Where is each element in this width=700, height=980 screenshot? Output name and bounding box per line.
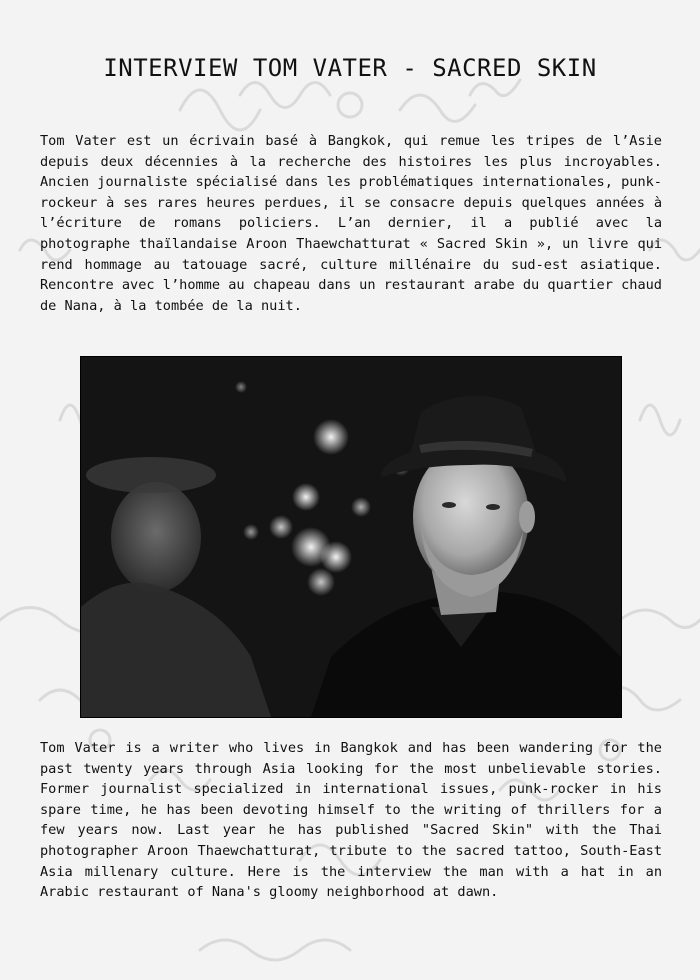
intro-paragraph-french: Tom Vater est un écrivain basé à Bangkok, qui remue les tripes de l’Asie depuis deux décennies à la recherche des histoires les plus incroyables. Ancien journaliste spécialisé dans les problématiques internationales, punk-rockeur à ses rares heures perdues, il se consacre depuis quelques années à l’écriture de romans policiers. L’an dernier, il a publié avec la photographe thaïlandaise Aroon Thaewchatturat « Sacred Skin », un livre qui rend hommage au tatouage sacré, culture millénaire du sud-est asiatique. Rencontre avec l’homme au chapeau dans un restaurant arabe du quartier chaud de Nana, à la tombée de la nuit.	[40, 133, 662, 314]
intro-paragraph-english: Tom Vater is a writer who lives in Bangkok and has been wandering for the past twenty years through Asia looking for the most unbelievable stories. Former journalist specialized in international issues, punk-rocker in his spare time, he has been devoting himself to the writing of thrillers for a few years now. Last year he has published "Sacred Skin" with the Thai photographer Aroon Thaewchatturat, tribute to the sacred tattoo, South-East Asia millenary culture. Here is the interview the man with a hat in an Arabic restaurant of Nana's gloomy neighborhood at dawn.	[40, 740, 662, 901]
article-title: INTERVIEW TOM VATER - SACRED SKIN	[103, 54, 597, 82]
portrait-photo-image	[81, 357, 621, 717]
portrait-photo	[80, 356, 622, 718]
